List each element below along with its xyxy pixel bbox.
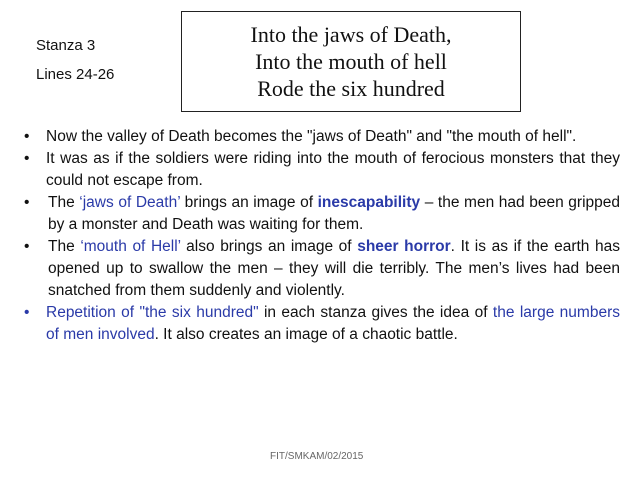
lines-label: Lines 24-26 <box>36 66 115 83</box>
b4-text-1: The <box>48 238 81 255</box>
stanza-label: Stanza 3 <box>36 37 96 54</box>
bullet-ferocious-monsters: • It was as if the soldiers were riding into the mouth of ferocious monsters that they could not escape from. <box>24 148 620 192</box>
b5-text-2: in each stanza gives the idea of <box>258 304 493 321</box>
b3-text-1: The <box>48 194 80 211</box>
quote-line-3: Rode the six hundred <box>257 76 445 101</box>
b4-text-2: also brings an image of <box>180 238 358 255</box>
b3-text-3: – the men had been gripped by a monster and Death was waiting for them. <box>48 194 620 233</box>
b5-text-3: the large numbers of men involved <box>46 304 620 343</box>
b3-quote: ‘jaws of Death’ <box>79 194 181 211</box>
bullet-valley-of-death: • Now the valley of Death becomes the "jaws of Death" and "the mouth of hell". <box>24 126 620 148</box>
quote-line-2: Into the mouth of hell <box>255 49 447 74</box>
b5-text-1: Repetition of "the six hundred" <box>46 304 259 321</box>
b3-text-2: brings an image of <box>180 194 318 211</box>
b5-text-4: . It also creates an image of a chaotic battle. <box>154 326 458 343</box>
bullet-list <box>24 126 620 346</box>
bullet-jaws-of-death <box>24 192 620 236</box>
b4-emphasis: sheer horror <box>357 238 451 255</box>
b3-emphasis: inescapability <box>317 194 421 211</box>
quote-box <box>181 11 521 112</box>
b4-quote: ‘mouth of Hell’ <box>80 238 181 255</box>
quote-line-1: Into the jaws of Death, <box>250 22 452 47</box>
footer-code: FIT/SMKAM/02/2015 <box>270 451 364 462</box>
bullet-mouth-of-hell <box>24 236 620 302</box>
bullet-repetition <box>24 302 620 346</box>
b4-text-3: . It is as if the earth has opened up to swallow the men – they will die terribly. The men’s lives had been snatched from them suddenly and violently. <box>48 238 620 299</box>
